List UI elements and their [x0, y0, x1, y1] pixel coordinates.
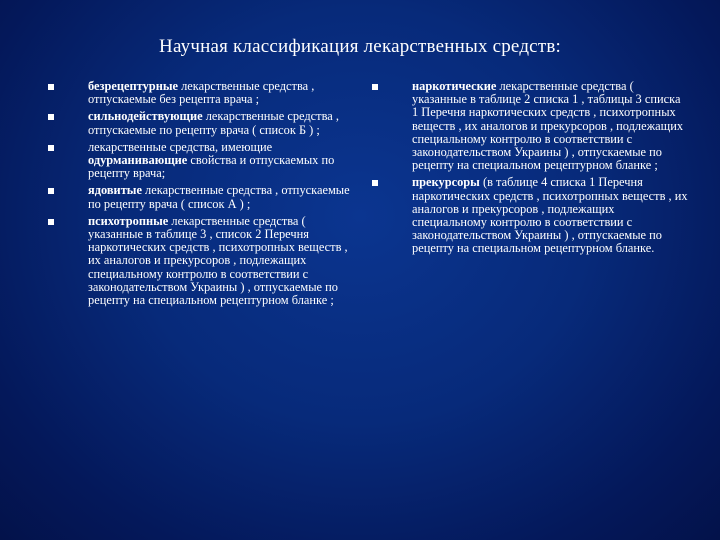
list-item: [372, 176, 688, 255]
slide-title: Научная классификация лекарственных средств:: [159, 36, 561, 57]
left-list: [48, 80, 352, 307]
right-list: [372, 80, 688, 256]
term-bold: одурманивающие: [88, 153, 188, 168]
term-prefix: лекарственные средства, имеющие: [88, 139, 273, 154]
square-bullet-icon: [48, 219, 54, 225]
list-item: [48, 80, 352, 106]
term-bold: наркотические: [412, 79, 497, 93]
term-description: свойства и отпускаемых по рецепту врача;: [88, 153, 335, 181]
list-item: [48, 215, 352, 307]
list-item: [48, 184, 352, 210]
term-bold: сильнодействующие: [88, 109, 203, 124]
term-description: лекарственные средства , отпускаемые без рецепта врача ;: [88, 79, 315, 107]
term-description: лекарственные средства , отпускаемые по рецепту врача ( список А ) ;: [88, 183, 350, 211]
square-bullet-icon: [372, 84, 378, 90]
list-item: [48, 110, 352, 136]
term-description: лекарственные средства , отпускаемые по рецепту врача ( список Б ) ;: [88, 109, 339, 137]
term-description: (в таблице 4 списка 1 Перечня наркотических средств , психотропных веществ , их аналогов и прекурсоров , подлежащих специальному контролю в соответствии с законодательством Украины ) , отпускаемые по рецепту на специальном рецептурном бланке.: [412, 175, 688, 256]
square-bullet-icon: [48, 84, 54, 90]
square-bullet-icon: [48, 114, 54, 120]
square-bullet-icon: [372, 180, 378, 186]
list-item: [372, 80, 688, 172]
square-bullet-icon: [48, 145, 54, 151]
term-bold: ядовитые: [88, 183, 142, 198]
term-bold: безрецептурные: [88, 79, 179, 93]
term-description: лекарственные средства ( указанные в таблице 2 списка 1 , таблицы 3 списка 1 Перечня наркотических средств , психотропных веществ , их аналогов и прекурсоров , подлежащих специальному контролю в соответствии с законодательством Украины ) , отпускаемые по рецепту на специальном рецептурном бланке ;: [412, 79, 684, 173]
term-description: лекарственные средства ( указанные в таблице 3 , список 2 Перечня наркотических средств , психотропных веществ , их аналогов и прекурсоров , подлежащих специальному контролю в соответствии с законодательством Украины ) , отпускаемые по рецепту на специальном рецептурном бланке ;: [88, 213, 348, 308]
term-bold: прекурсоры: [412, 175, 480, 190]
list-item: [48, 141, 352, 181]
square-bullet-icon: [48, 188, 54, 194]
term-bold: психотропные: [88, 213, 169, 228]
